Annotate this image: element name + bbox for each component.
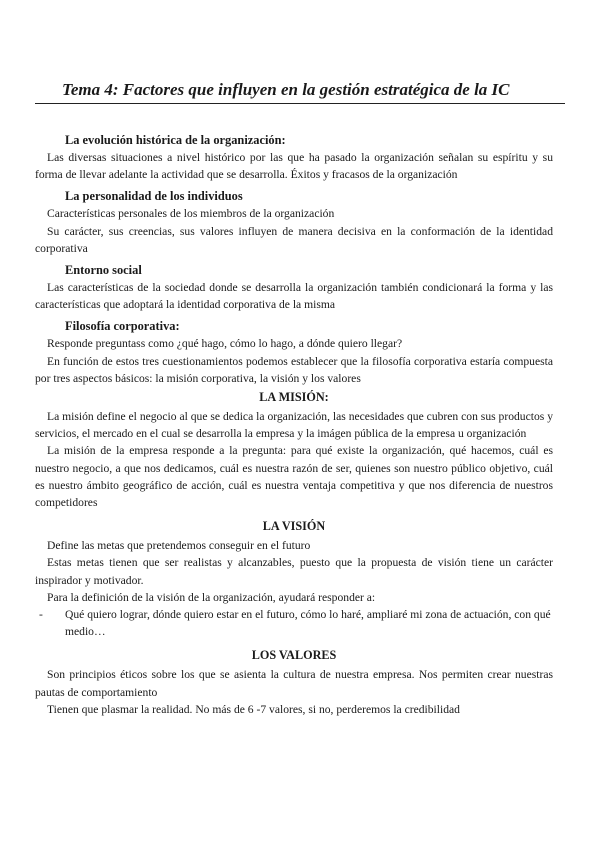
heading-filosofia: Filosofía corporativa: [65, 319, 180, 334]
paragraph-evolucion: Las diversas situaciones a nivel histórico por las que ha pasado la organización señalan su espíritu y su forma de llevar adelante la actividad que se desarrolla. Éxitos y fracasos de la organización [35, 151, 553, 182]
paragraph-personalidad-2: Su carácter, sus creencias, sus valores influyen de manera decisiva en la conformación de la identidad corporativa [35, 224, 553, 255]
heading-mision: LA MISIÓN: [259, 390, 329, 405]
paragraph-valores-2: Tienen que plasmar la realidad. No más de 6 -7 valores, si no, perderemos la credibilidad [47, 702, 460, 716]
paragraph-vision-2: Estas metas tienen que ser realistas y alcanzables, puesto que la propuesta de visión tiene un carácter inspirador y motivador. [35, 556, 553, 587]
paragraph-filosofia-2: En función de estos tres cuestionamientos podemos establecer que la filosofía corporativa estaría compuesta por tres aspectos básicos: la misión corporativa, la visión y los valores [35, 354, 553, 385]
list-item-text: Qué quiero lograr, dónde quiero estar en el futuro, cómo lo haré, ampliaré mi zona de actuación, con qué medio… [65, 608, 551, 639]
heading-entorno: Entorno social [65, 263, 142, 278]
paragraph-vision-3: Para la definición de la visión de la organización, ayudará responder a: [47, 590, 376, 604]
heading-vision: LA VISIÓN [262, 519, 326, 534]
heading-personalidad: La personalidad de los individuos [65, 189, 243, 204]
list-item [35, 606, 553, 640]
paragraph-mision-1: La misión define el negocio al que se dedica la organización, las necesidades que cubren con sus productos y servicios, el mercado en el cual se desarrolla la empresa y la imágen pública de la empresa u organización [35, 410, 553, 441]
heading-valores: LOS VALORES [251, 648, 337, 663]
page-title: Tema 4: Factores que influyen en la gestión estratégica de la IC [62, 80, 510, 99]
list-dash: - [39, 608, 43, 622]
paragraph-filosofia-1: Responde preguntass como ¿qué hago, cómo lo hago, a dónde quiero llegar? [47, 337, 403, 351]
paragraph-personalidad-1: Características personales de los miembros de la organización [47, 207, 335, 221]
paragraph-valores-1: Son principios éticos sobre los que se asienta la cultura de nuestra empresa. Nos permiten crear nuestras pautas de comportamiento [35, 668, 553, 699]
page-header [35, 80, 565, 104]
paragraph-mision-2: La misión de la empresa responde a la pregunta: para qué existe la organización, qué hacemos, cuál es nuestro negocio, a que nos dedicamos, cuál es nuestra razón de ser, quienes son nuestro público objetivo, cuál es nuestro ámbito geográfico de acción, cuál es nuestra ventaja competitiva y que nos diferencia de nuestros competidores [35, 444, 553, 510]
heading-evolucion: La evolución histórica de la organización: [65, 133, 286, 147]
paragraph-vision-1: Define las metas que pretendemos conseguir en el futuro [47, 539, 311, 553]
document-body [35, 132, 553, 718]
paragraph-entorno: Las características de la sociedad donde se desarrolla la organización también condicionará la forma y las características que adoptará la identidad corporativa de la misma [35, 281, 553, 312]
